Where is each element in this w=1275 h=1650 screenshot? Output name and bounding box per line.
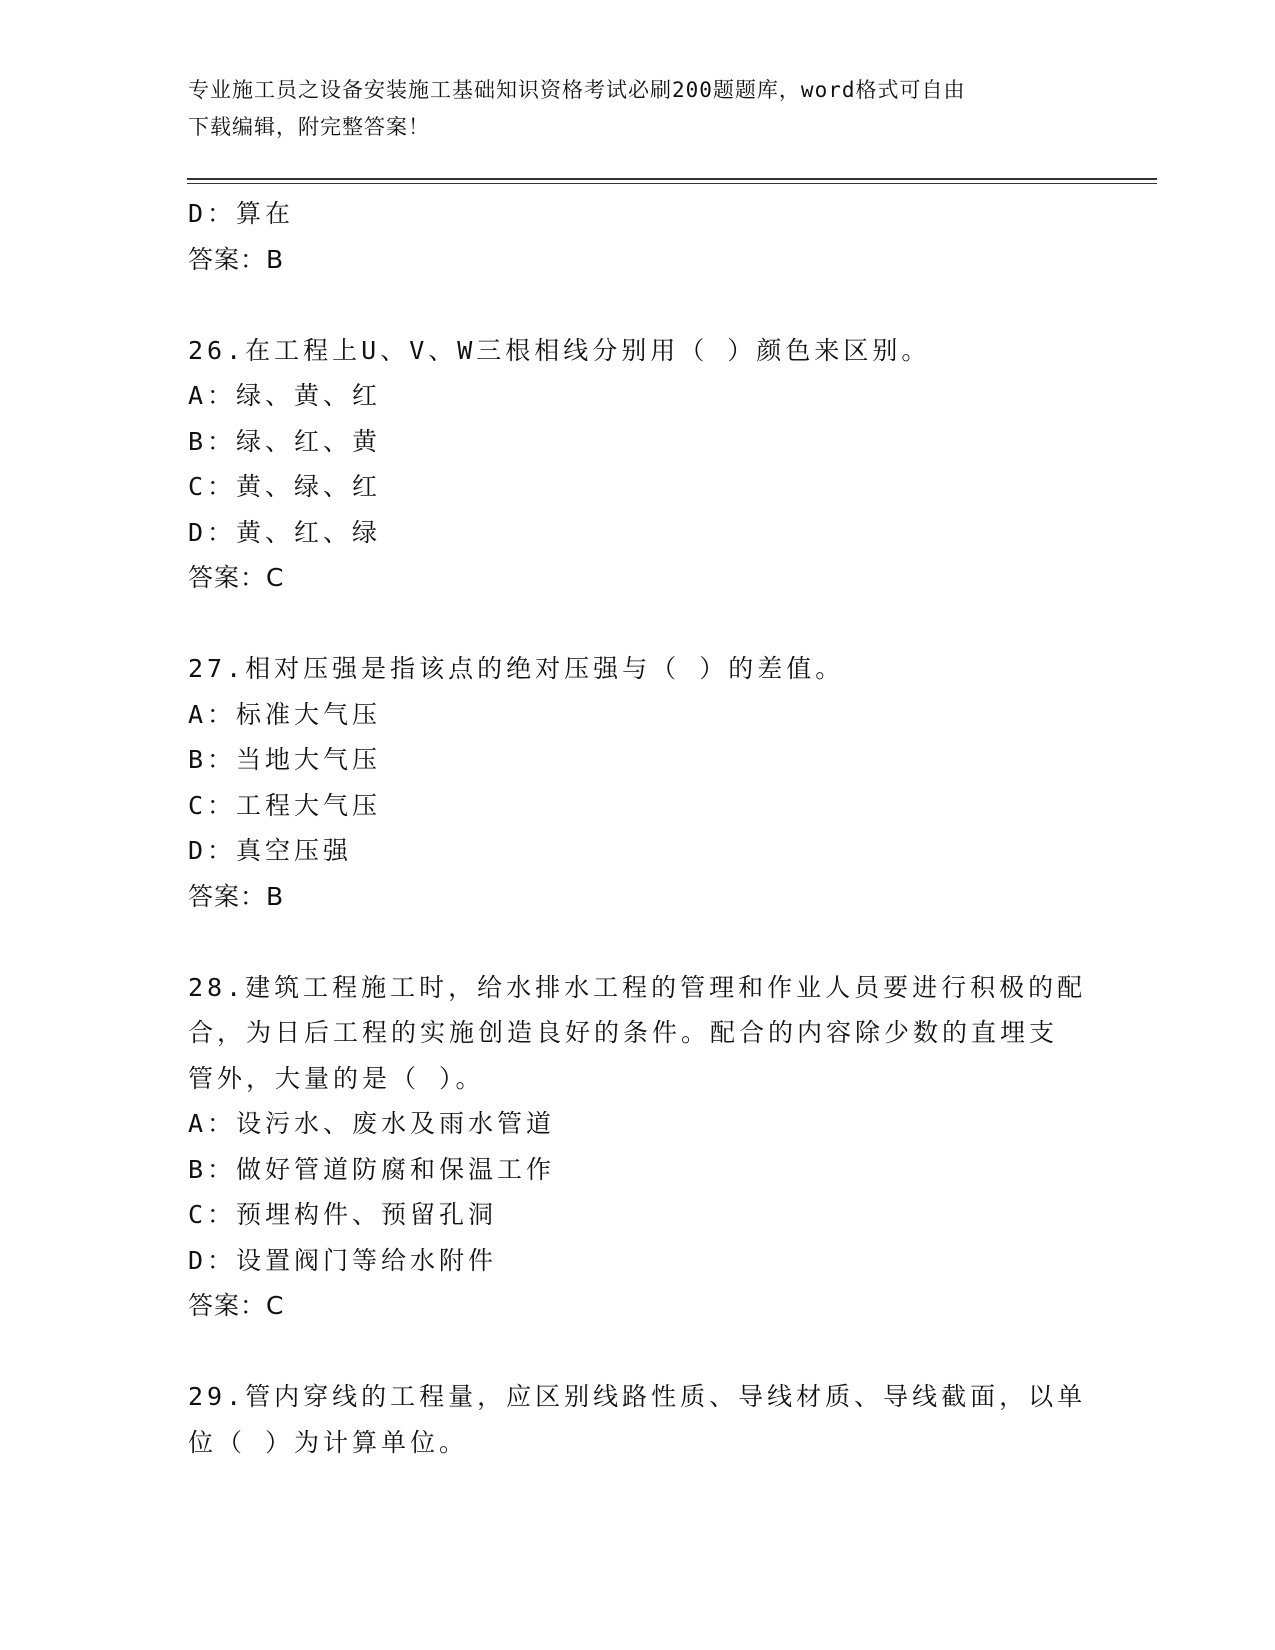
option-c: C：工程大气压 (188, 790, 382, 820)
question-29 (188, 1374, 1088, 1465)
option-d: D：设置阀门等给水附件 (188, 1245, 498, 1275)
header-rule-thick (187, 178, 1157, 180)
question-content (188, 191, 1088, 1465)
question-stem: 27.相对压强是指该点的绝对压强与（ ）的差值。 (188, 654, 845, 683)
answer-line: 答案：C (188, 563, 285, 592)
header-line-2: 下载编辑，附完整答案！ (188, 115, 430, 139)
question-stem: 合，为日后工程的实施创造良好的条件。配合的内容除少数的直埋支 (188, 1018, 1059, 1047)
spacer (188, 919, 1088, 965)
option-c: C：黄、绿、红 (188, 472, 382, 501)
option-a: A：标准大气压 (188, 699, 382, 729)
question-stem: 28.建筑工程施工时，给水排水工程的管理和作业人员要进行积极的配 (188, 972, 1087, 1002)
question-28 (188, 965, 1088, 1329)
spacer (188, 601, 1088, 647)
option-a: A：设污水、废水及雨水管道 (188, 1109, 556, 1138)
header-line-1: 专业施工员之设备安装施工基础知识资格考试必刷200题题库，word格式可自由 (188, 78, 966, 102)
spacer (188, 1329, 1088, 1375)
option-c: C：预埋构件、预留孔洞 (188, 1200, 498, 1229)
spacer (188, 282, 1088, 328)
answer-line: 答案：C (188, 1291, 285, 1320)
option-d: D：算在 (188, 199, 295, 228)
document-header (188, 72, 1088, 146)
header-rule-thin (187, 183, 1157, 184)
question-stem: 管外，大量的是（ ）。 (188, 1063, 485, 1093)
option-b: B：绿、红、黄 (188, 426, 382, 456)
question-stem: 位（ ）为计算单位。 (188, 1427, 469, 1457)
question-26 (188, 328, 1088, 601)
option-a: A：绿、黄、红 (188, 381, 382, 410)
option-d: D：黄、红、绿 (188, 517, 382, 547)
option-b: B：当地大气压 (188, 745, 382, 774)
answer-line: 答案：B (188, 244, 285, 274)
answer-line: 答案：B (188, 881, 285, 911)
question-stem: 26.在工程上U、V、W三根相线分别用（ ）颜色来区别。 (188, 335, 931, 365)
question-stem: 29.管内穿线的工程量，应区别线路性质、导线材质、导线截面，以单 (188, 1382, 1087, 1411)
question-27 (188, 646, 1088, 919)
option-b: B：做好管道防腐和保温工作 (188, 1154, 556, 1184)
option-d: D：真空压强 (188, 836, 353, 865)
